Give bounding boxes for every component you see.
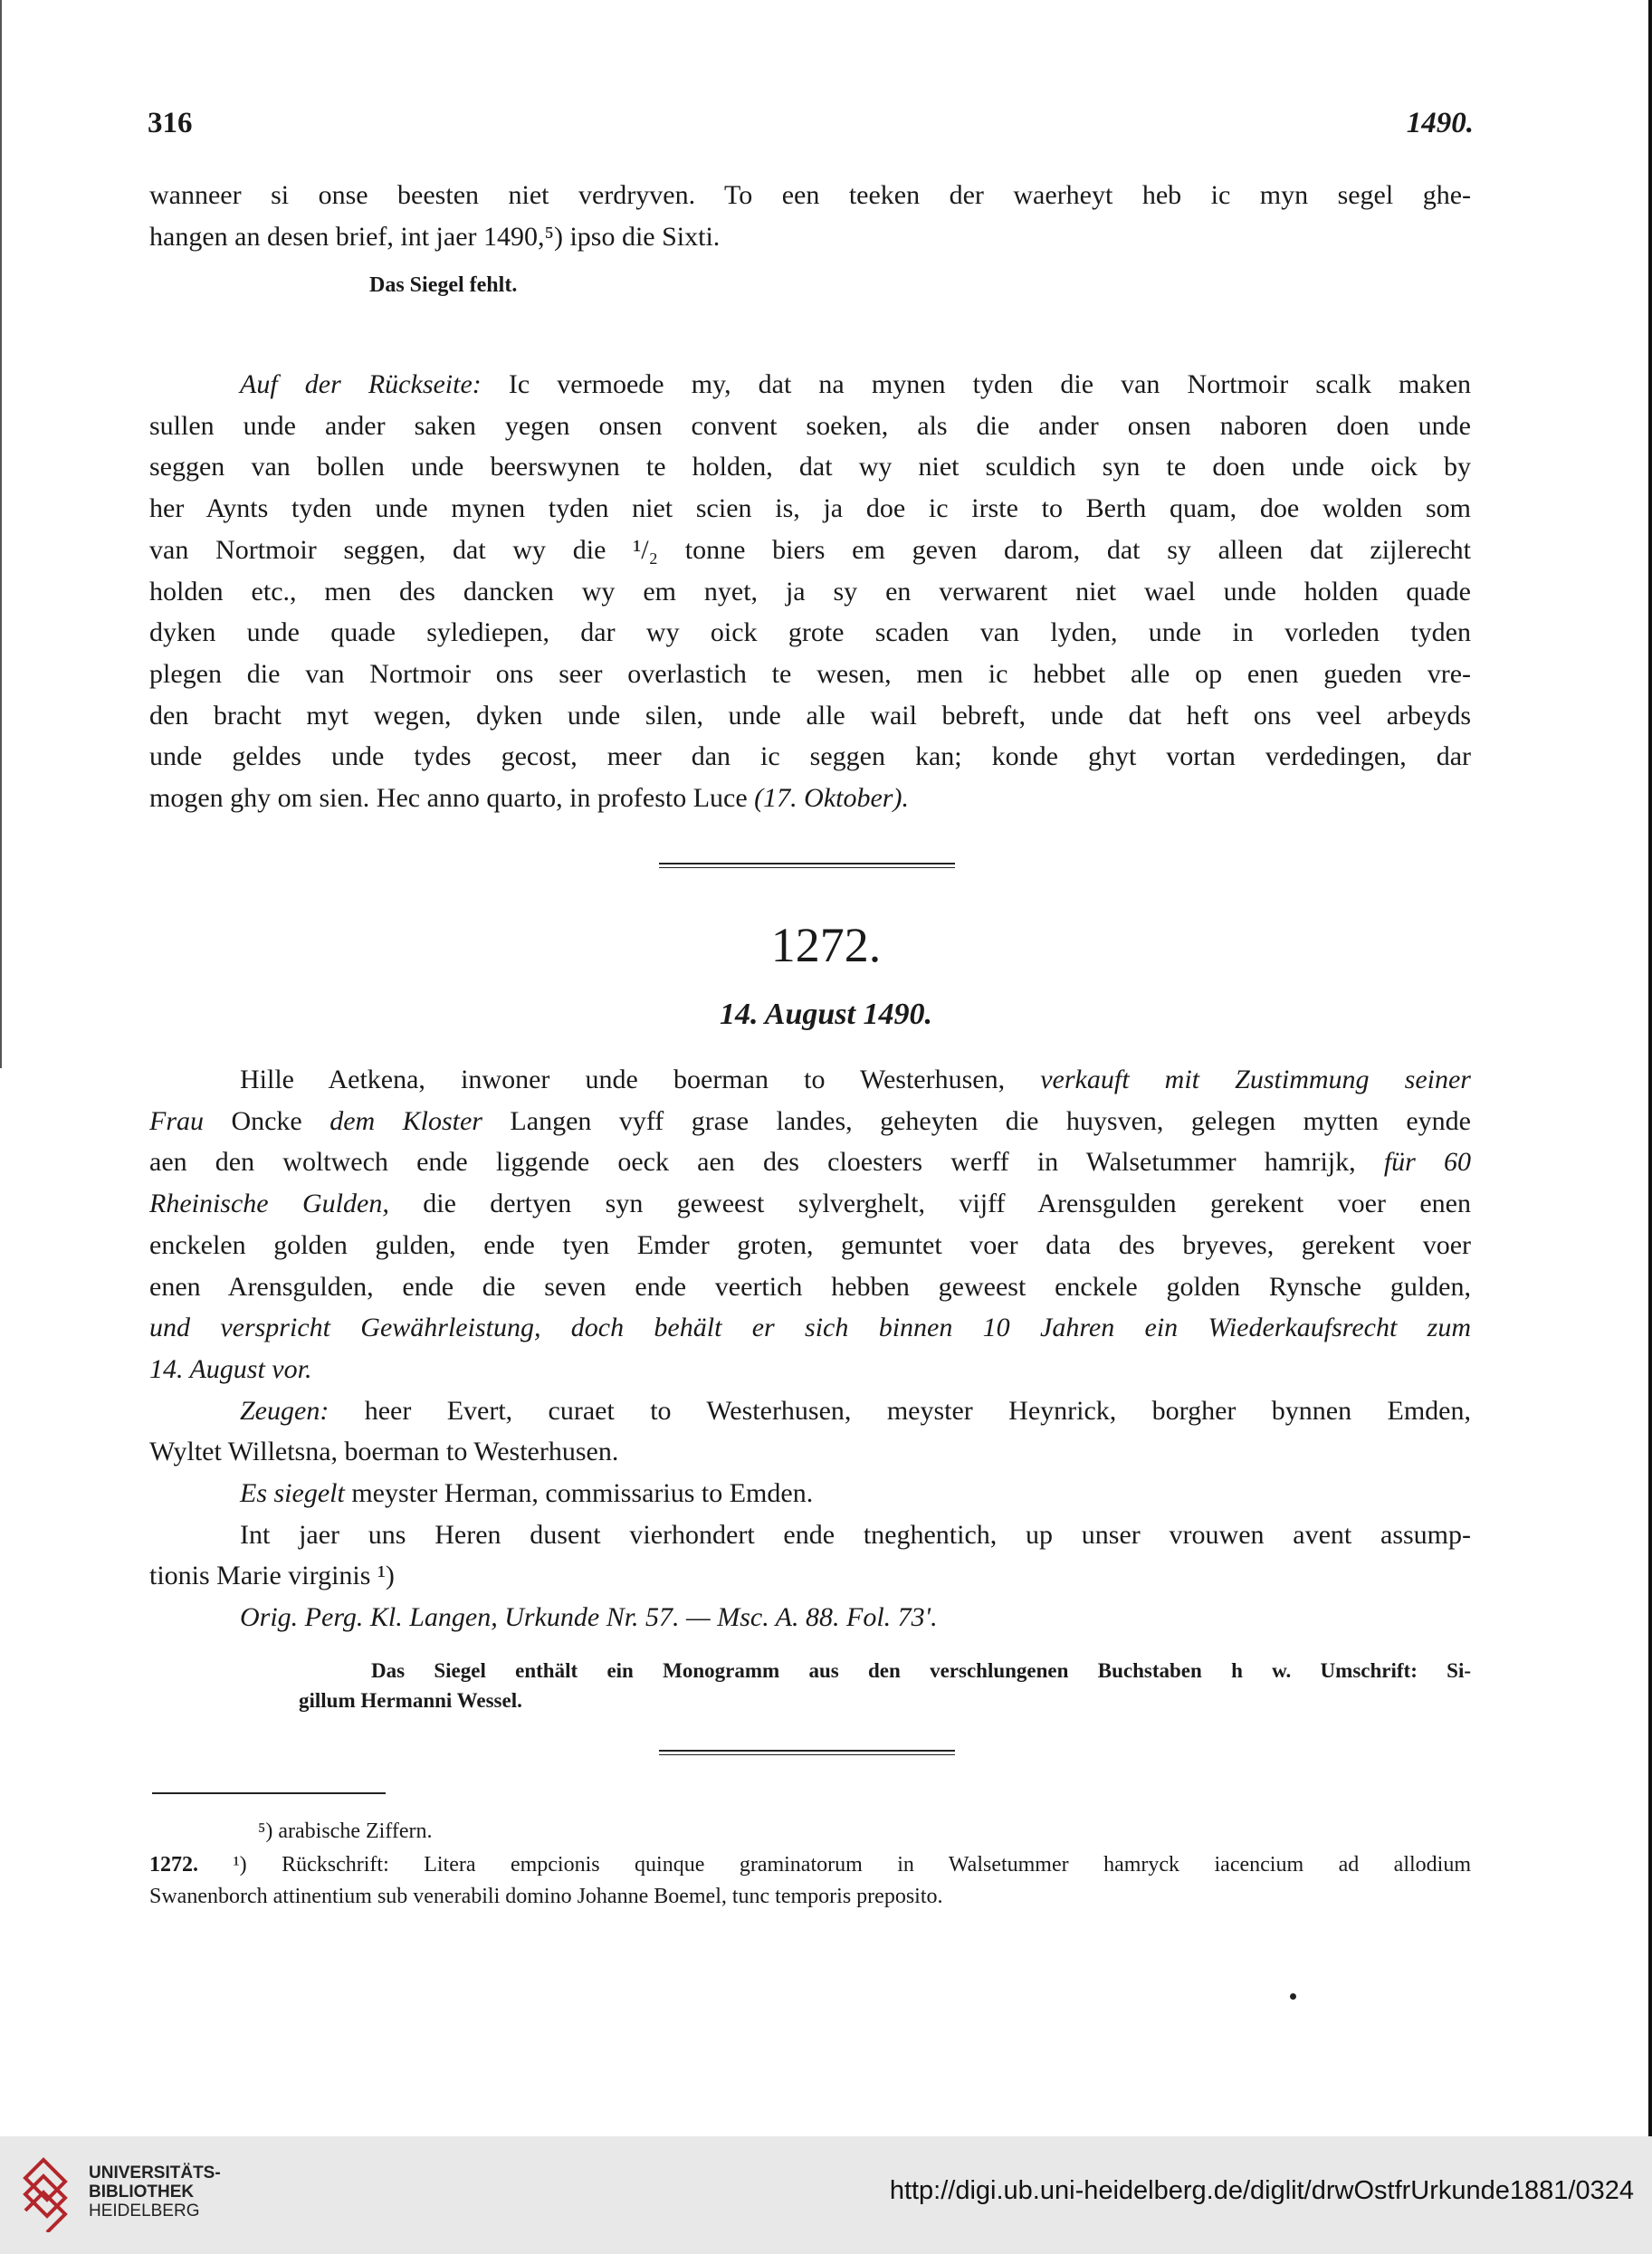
page-edge-shadow (1648, 0, 1652, 2136)
prev-doc-text (149, 175, 1471, 257)
text-line: wanneer si onse beesten niet verdryven. To een teeken der waerheyt heb ic myn segel ghe- (149, 180, 1471, 210)
text-line: Int jaer uns Heren dusent vierhondert ende tneghentich, up unser vrouwen avent assump- (240, 1519, 1471, 1550)
text-line: Langen vyff grase landes, geheyten die huysven, gelegen mytten eynde (482, 1105, 1471, 1136)
library-name-line: UNIVERSITÄTS- (89, 2163, 221, 2182)
document-number: 1272. (770, 918, 882, 972)
text-line: van Nortmoir seggen, dat wy die ¹/₂ tonne biers em geven darom, dat sy alleen dat zijlerecht (149, 534, 1471, 565)
footnote-1272 (149, 1849, 1471, 1913)
text-line: seggen van bollen unde beerswynen te holden, dat wy niet sculdich syn te doen unde oick by (149, 452, 1471, 482)
text-line: meyster Herman, commissarius to Emden. (344, 1478, 814, 1509)
seal-description (371, 1656, 1471, 1686)
section-separator (659, 1750, 955, 1755)
text-line: her Aynts tyden unde mynen tyden niet scien is, ja doe ic irste to Berth quam, doe wolden som (149, 493, 1471, 524)
library-name-line: BIBLIOTHEK (89, 2182, 195, 2201)
text-line: holden etc., men des dancken wy em nyet, ja sy en verwarent niet wael unde holden quade (149, 576, 1471, 606)
text-line: Hille Aetkena, inwoner unde boerman to Westerhusen, (240, 1065, 1041, 1094)
footnote-rule (152, 1792, 386, 1794)
sealer-label: Es siegelt (240, 1478, 345, 1509)
text-line: gillum Hermanni Wessel. (299, 1689, 522, 1712)
text-line: Wyltet Willetsna, boerman to Westerhusen. (149, 1437, 619, 1467)
text-line: mogen ghy om sien. Hec anno quarto, in profesto Luce (149, 783, 748, 814)
text-line: ¹) Rückschrift: Litera empcionis quinque graminatorum in Walsetummer hamryck iacencium ad allodium (198, 1853, 1471, 1877)
regest-italic: 14. August vor. (149, 1353, 312, 1384)
witness-label: Zeugen: (240, 1395, 329, 1426)
speck (1290, 1993, 1296, 2000)
library-name (89, 2163, 221, 2221)
verso-text (149, 364, 1471, 819)
footnote-doc-number: 1272. (149, 1853, 198, 1877)
running-head-year: 1490. (1406, 107, 1474, 139)
text-line: hangen an desen brief, int jaer 1490,⁵) ipso die Sixti. (149, 221, 721, 252)
regest-italic: und verspricht Gewährleistung, doch behält er sich binnen 10 Jahren ein Wiederkaufsrecht zum (149, 1313, 1471, 1343)
text-line: plegen die van Nortmoir ons seer overlastich te wesen, men ic hebbet alle op enen gueden vre- (149, 658, 1471, 689)
source-url-link[interactable]: http://digi.ub.uni-heidelberg.de/diglit/drwOstfrUrkunde1881/0324 (889, 2176, 1634, 2205)
verso-label: Auf der Rückseite: (240, 369, 482, 399)
regest-text (149, 1059, 1471, 1638)
page-edge-shadow-left (0, 0, 2, 1068)
source-reference: Orig. Perg. Kl. Langen, Urkunde Nr. 57. — Msc. A. 88. Fol. 73'. (240, 1602, 938, 1633)
library-name-line: HEIDELBERG (89, 2201, 200, 2221)
text-line: tionis Marie virginis ¹) (149, 1561, 395, 1591)
text-line: die dertyen syn geweest sylverghelt, vijff Arensgulden gerekent voer enen (388, 1189, 1471, 1219)
seal-note: Das Siegel fehlt. (369, 273, 518, 297)
text-line: heer Evert, curaet to Westerhusen, meyster Heynrick, borgher bynnen Emden, (329, 1395, 1471, 1426)
regest-italic: Frau (149, 1105, 204, 1136)
text-line: Ic vermoede my, dat na mynen tyden die van Nortmoir scalk maken (481, 369, 1472, 399)
text-line: unde geldes unde tydes gecost, meer dan ic seggen kan; konde ghyt vortan verdedingen, dar (149, 741, 1471, 772)
library-logo-icon (20, 2154, 71, 2232)
regest-italic: dem Kloster (329, 1105, 482, 1136)
regest-italic: verkauft mit Zustimmung seiner (1040, 1065, 1471, 1094)
text-line: Swanenborch attinentium sub venerabili domino Johanne Boemel, tunc temporis preposito. (149, 1885, 943, 1908)
footnote-5: ⁵) arabische Ziffern. (258, 1819, 433, 1843)
text-line: Oncke (204, 1105, 330, 1136)
page-number: 316 (148, 107, 193, 139)
text-line: enen Arensgulden, ende die seven ende veertich hebben geweest enckele golden Rynsche gulden, (149, 1271, 1471, 1302)
section-separator (659, 863, 955, 868)
text-line: enckelen golden gulden, ende tyen Emder groten, gemuntet voer data des bryeves, gerekent voer (149, 1229, 1471, 1260)
text-line: sullen unde ander saken yegen onsen convent soeken, als die ander onsen naboren doen unde (149, 410, 1471, 441)
digitization-footer (0, 2136, 1652, 2254)
regest-italic: Rheinische Gulden, (149, 1189, 389, 1219)
text-line: den bracht myt wegen, dyken unde silen, unde alle wail bebreft, unde dat heft ons veel arbeyds (149, 700, 1471, 731)
text-line: aen den woltwech ende liggende oeck aen des cloesters werff in Walsetummer hamrijk, (149, 1147, 1384, 1178)
date-note: (17. Oktober). (747, 783, 909, 814)
text-line: dyken unde quade sylediepen, dar wy oick grote scaden van lyden, unde in vorleden tyden (149, 617, 1471, 648)
document-date: 14. August 1490. (720, 998, 932, 1031)
text-line: Das Siegel enthält ein Monogramm aus den verschlungenen Buchstaben h w. Umschrift: Si- (371, 1659, 1471, 1682)
regest-italic: für 60 (1383, 1147, 1472, 1178)
